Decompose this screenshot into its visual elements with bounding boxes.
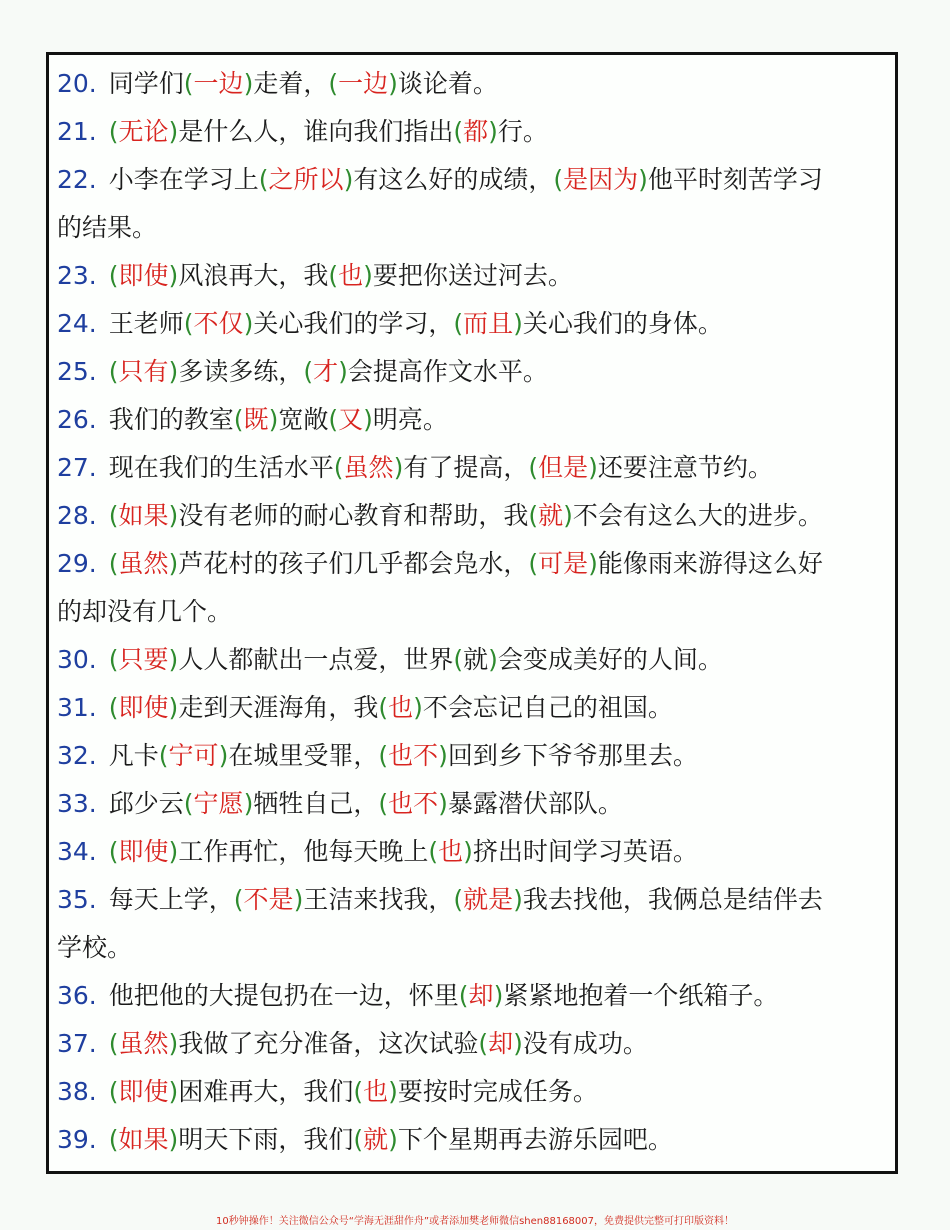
sentence-text: 我们的教室	[108, 405, 234, 434]
paren-close: )	[488, 117, 498, 146]
paren-close: )	[588, 453, 598, 482]
answer-word: 之所以	[268, 165, 344, 194]
answer-word: 却	[468, 981, 494, 1010]
sentence-line	[57, 69, 889, 99]
sentence-text: 芦花村的孩子们几乎都会凫水，	[178, 549, 529, 578]
sentence-line	[57, 453, 889, 483]
paren-open: (	[328, 69, 339, 98]
sentence-line	[57, 1125, 889, 1155]
answer-word: 即使	[118, 1077, 169, 1106]
answer-word: 如果	[118, 501, 169, 530]
paren-close: )	[168, 1125, 179, 1154]
sentence-text: 能像雨来游得这么好	[597, 549, 823, 578]
paren-close: )	[168, 501, 179, 530]
sentence-text: 凡卡	[108, 741, 159, 770]
sentence-text: 风浪再大，我	[178, 261, 329, 290]
sentence-text: 学校。	[57, 933, 133, 962]
paren-open: (	[553, 165, 564, 194]
sentence-text: 没有成功。	[522, 1029, 648, 1058]
answer-word: 无论	[118, 117, 169, 146]
sentence-text: 邱少云	[108, 789, 184, 818]
answer-word: 如果	[118, 1125, 169, 1154]
answer-word: 即使	[118, 261, 169, 290]
answer-word: 虽然	[118, 1029, 169, 1058]
paren-open: (	[528, 549, 539, 578]
sentence-line	[57, 645, 889, 675]
item-number: 24.	[57, 309, 97, 338]
sentence-text: 我去找他，我俩总是结伴去	[522, 885, 823, 914]
item-number: 31.	[57, 693, 97, 722]
paren-open: (	[108, 645, 119, 674]
paren-open: (	[353, 1077, 364, 1106]
sentence-text: 困难再大，我们	[178, 1077, 354, 1106]
paren-open: (	[478, 1029, 489, 1058]
sentence-text: 走到天涯海角，我	[178, 693, 379, 722]
sentence-text: 宽敞	[278, 405, 329, 434]
sentence-line	[57, 789, 889, 819]
paren-open: (	[233, 405, 244, 434]
item-number: 35.	[57, 885, 97, 914]
worksheet-frame	[46, 52, 898, 1174]
paren-close: )	[343, 165, 354, 194]
sentence-text: 要把你送过河去。	[372, 261, 573, 290]
answer-word: 宁可	[168, 741, 219, 770]
sentence-text: 会提高作文水平。	[347, 357, 548, 386]
paren-open: (	[378, 693, 389, 722]
sentence-text: 会变成美好的人间。	[497, 645, 723, 674]
answer-word: 就	[363, 1125, 389, 1154]
sentence-text: 现在我们的生活水平	[108, 453, 334, 482]
paren-close: )	[388, 1125, 398, 1154]
sentence-text: 他平时刻苦学习	[647, 165, 823, 194]
sentence-text: 明亮。	[372, 405, 448, 434]
paren-close: )	[513, 1029, 523, 1058]
answer-word: 虽然	[343, 453, 394, 482]
item-number: 38.	[57, 1077, 97, 1106]
item-number: 39.	[57, 1125, 97, 1154]
sentence-text: 他把他的大提包扔在一边，怀里	[108, 981, 459, 1010]
item-number: 33.	[57, 789, 97, 818]
paren-open: (	[233, 885, 244, 914]
sentence-text: 关心我们的身体。	[522, 309, 723, 338]
item-number: 22.	[57, 165, 97, 194]
sentence-line	[57, 309, 889, 339]
answer-word: 不是	[243, 885, 294, 914]
paren-open: (	[378, 789, 389, 818]
paren-open: (	[108, 501, 119, 530]
sentence-text: 行。	[497, 117, 548, 146]
paren-close: )	[168, 837, 179, 866]
sentence-text: 同学们	[108, 69, 184, 98]
paren-close: )	[388, 1077, 398, 1106]
paren-open: (	[328, 261, 339, 290]
paren-open: (	[258, 165, 269, 194]
sentence-line	[57, 741, 889, 771]
paren-close: )	[168, 117, 179, 146]
answer-word: 才	[313, 357, 339, 386]
sentence-line	[57, 981, 889, 1011]
answer-word: 也	[363, 1077, 389, 1106]
answer-word: 就	[463, 645, 489, 674]
sentence-text: 是什么人，谁向我们指出	[178, 117, 454, 146]
answer-word: 只有	[118, 357, 169, 386]
paren-open: (	[108, 1125, 119, 1154]
sentence-line	[57, 261, 889, 291]
answer-word: 又	[338, 405, 364, 434]
answer-word: 只要	[118, 645, 169, 674]
paren-open: (	[108, 693, 119, 722]
answer-word: 宁愿	[193, 789, 244, 818]
answer-word: 虽然	[118, 549, 169, 578]
item-number: 34.	[57, 837, 97, 866]
sentence-line	[57, 357, 889, 387]
paren-close: )	[243, 309, 254, 338]
sentence-text: 有了提高，	[403, 453, 529, 482]
answer-word: 既	[243, 405, 269, 434]
paren-close: )	[268, 405, 279, 434]
answer-word: 是因为	[563, 165, 639, 194]
sentence-text: 谈论着。	[397, 69, 498, 98]
answer-word: 也	[438, 837, 464, 866]
paren-open: (	[328, 405, 339, 434]
sentence-line	[57, 501, 889, 531]
paren-open: (	[378, 741, 389, 770]
answer-word: 就是	[463, 885, 514, 914]
sentence-line	[57, 693, 889, 723]
answer-word: 不仅	[193, 309, 244, 338]
sentence-line	[57, 885, 889, 915]
paren-open: (	[183, 69, 194, 98]
paren-close: )	[363, 261, 373, 290]
paren-open: (	[453, 885, 464, 914]
paren-open: (	[108, 1029, 119, 1058]
paren-close: )	[293, 885, 304, 914]
paren-close: )	[168, 693, 179, 722]
sentence-line	[57, 405, 889, 435]
item-number: 23.	[57, 261, 97, 290]
item-number: 21.	[57, 117, 97, 146]
sentence-text: 不会有这么大的进步。	[572, 501, 823, 530]
paren-close: )	[243, 789, 254, 818]
sentence-text: 关心我们的学习，	[253, 309, 454, 338]
paren-close: )	[168, 261, 179, 290]
sentence-text: 下个星期再去游乐园吧。	[397, 1125, 673, 1154]
paren-close: )	[463, 837, 473, 866]
paren-open: (	[428, 837, 439, 866]
sentence-text: 每天上学，	[108, 885, 234, 914]
paren-close: )	[488, 645, 498, 674]
paren-open: (	[108, 549, 119, 578]
paren-close: )	[168, 1029, 179, 1058]
answer-word: 也不	[388, 789, 439, 818]
paren-open: (	[453, 309, 464, 338]
item-number: 36.	[57, 981, 97, 1010]
answer-word: 而且	[463, 309, 514, 338]
sentence-line	[57, 1077, 889, 1107]
sentence-line	[57, 837, 889, 867]
sentence-text: 有这么好的成绩，	[353, 165, 554, 194]
sentence-line	[57, 213, 889, 243]
answer-word: 却	[488, 1029, 514, 1058]
answer-word: 即使	[118, 837, 169, 866]
sentence-text: 在城里受罪，	[228, 741, 379, 770]
sentence-text: 的结果。	[57, 213, 158, 242]
sentence-text: 紧紧地抱着一个纸箱子。	[503, 981, 779, 1010]
item-number: 32.	[57, 741, 97, 770]
paren-close: )	[513, 309, 523, 338]
paren-close: )	[218, 741, 229, 770]
sentence-text: 的却没有几个。	[57, 597, 233, 626]
paren-close: )	[413, 693, 423, 722]
sentence-line	[57, 117, 889, 147]
sentence-text: 还要注意节约。	[597, 453, 773, 482]
sentence-text: 工作再忙，他每天晚上	[178, 837, 429, 866]
paren-open: (	[333, 453, 344, 482]
item-number: 25.	[57, 357, 97, 386]
paren-open: (	[353, 1125, 364, 1154]
answer-word: 即使	[118, 693, 169, 722]
item-number: 28.	[57, 501, 97, 530]
paren-close: )	[493, 981, 504, 1010]
answer-word: 就	[538, 501, 564, 530]
sentence-text: 人人都献出一点爱，世界	[178, 645, 454, 674]
item-number: 37.	[57, 1029, 97, 1058]
sentence-text: 我做了充分准备，这次试验	[178, 1029, 479, 1058]
paren-open: (	[108, 357, 119, 386]
paren-open: (	[108, 261, 119, 290]
paren-close: )	[363, 405, 373, 434]
sentence-text: 明天下雨，我们	[178, 1125, 354, 1154]
answer-word: 也	[388, 693, 414, 722]
answer-word: 也不	[388, 741, 439, 770]
sentence-text: 王老师	[108, 309, 184, 338]
answer-word: 可是	[538, 549, 589, 578]
item-number: 27.	[57, 453, 97, 482]
paren-close: )	[243, 69, 254, 98]
sentence-text: 牺牲自己，	[253, 789, 379, 818]
item-number: 20.	[57, 69, 97, 98]
paren-close: )	[438, 741, 448, 770]
paren-open: (	[528, 453, 539, 482]
item-number: 26.	[57, 405, 97, 434]
paren-close: )	[168, 1077, 179, 1106]
sentence-line	[57, 933, 889, 963]
sentence-text: 多读多练，	[178, 357, 304, 386]
paren-close: )	[168, 645, 179, 674]
sentence-text: 不会忘记自己的祖国。	[422, 693, 673, 722]
paren-open: (	[303, 357, 314, 386]
sentence-text: 要按时完成任务。	[397, 1077, 598, 1106]
paren-open: (	[453, 645, 464, 674]
answer-word: 但是	[538, 453, 589, 482]
paren-close: )	[588, 549, 598, 578]
paren-close: )	[393, 453, 404, 482]
paren-close: )	[563, 501, 573, 530]
paren-open: (	[108, 1077, 119, 1106]
sentence-line	[57, 549, 889, 579]
paren-close: )	[438, 789, 448, 818]
item-number: 29.	[57, 549, 97, 578]
paren-open: (	[158, 741, 169, 770]
answer-word: 一边	[338, 69, 389, 98]
answer-word: 也	[338, 261, 364, 290]
paren-open: (	[528, 501, 539, 530]
sentence-text: 王洁来找我，	[303, 885, 454, 914]
answer-word: 都	[463, 117, 489, 146]
paren-open: (	[108, 117, 119, 146]
footer-note: 10秒钟操作！关注微信公众号“学海无涯甜作舟”或者添加樊老师微信shen88168007，免费提供完整可打印版资料！	[215, 1216, 735, 1227]
sentence-line	[57, 1029, 889, 1059]
sentence-text: 没有老师的耐心教育和帮助，我	[178, 501, 529, 530]
sentence-line	[57, 165, 889, 195]
paren-open: (	[108, 837, 119, 866]
paren-close: )	[638, 165, 648, 194]
paren-open: (	[183, 789, 194, 818]
sentence-text: 回到乡下爷爷那里去。	[447, 741, 698, 770]
sentence-text: 挤出时间学习英语。	[472, 837, 698, 866]
paren-open: (	[458, 981, 469, 1010]
sentence-text: 小李在学习上	[108, 165, 259, 194]
paren-open: (	[453, 117, 464, 146]
paren-close: )	[168, 357, 179, 386]
answer-word: 一边	[193, 69, 244, 98]
paren-open: (	[183, 309, 194, 338]
sentence-line	[57, 597, 889, 627]
sentence-text: 走着，	[253, 69, 329, 98]
paren-close: )	[168, 549, 179, 578]
paren-close: )	[388, 69, 398, 98]
paren-close: )	[513, 885, 523, 914]
sentence-text: 暴露潜伏部队。	[447, 789, 623, 818]
paren-close: )	[338, 357, 348, 386]
item-number: 30.	[57, 645, 97, 674]
